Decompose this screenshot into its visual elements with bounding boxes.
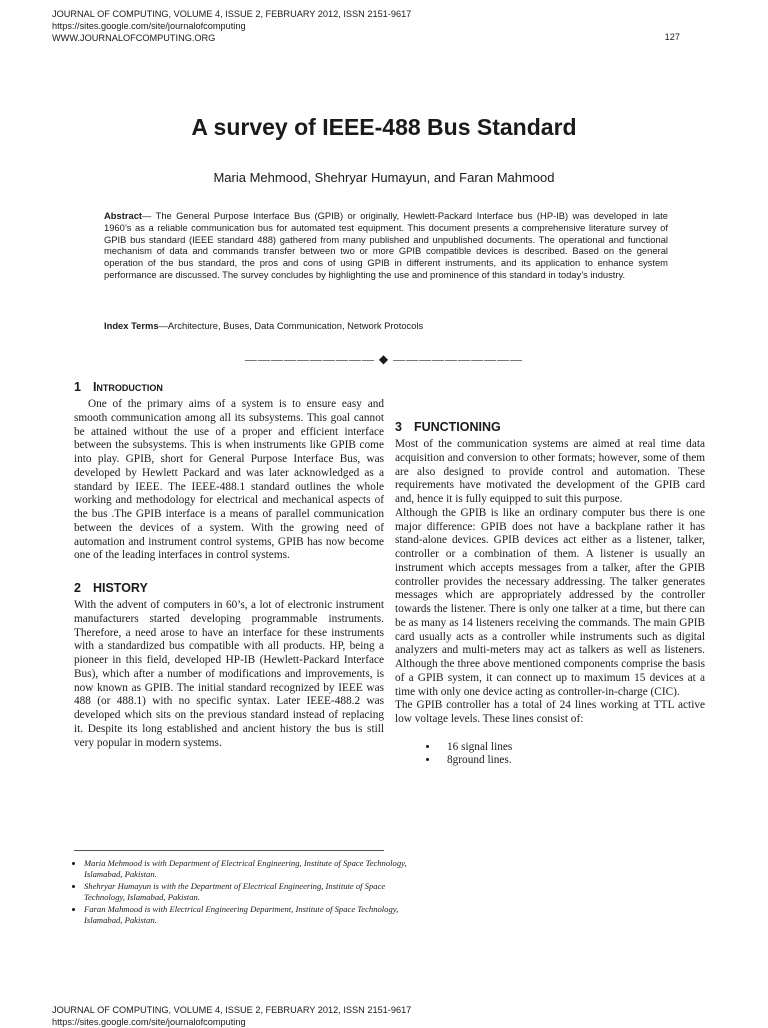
abstract (104, 210, 668, 281)
abstract-text: The General Purpose Interface Bus (GPIB) or originally, Hewlett-Packard Interface bus (HP-IB) was developed in late 1960’s as a reliable communication bus for automated test equipment. This document presents a comprehensive literature survey of GPIB bus standard (IEEE standard 488) gathered from many published and unpublished documents. The operational and functional mechanism of data and commands transfer between two or more GPIB compatible devices is described. Based on the general operation of the bus standard, the pros and cons of using GPIB in different instruments, and its application to enhance system performance are discussed. The survey concludes by highlighting the use and prominence of this standard in today’s industry. (104, 210, 668, 280)
journal-www[interactable]: WWW.JOURNALOFCOMPUTING.ORG (52, 33, 216, 43)
index-terms-text: —Architecture, Buses, Data Communication, Network Protocols (158, 320, 424, 331)
abstract-dash: — (142, 210, 152, 221)
running-header (52, 8, 652, 44)
list-item: • 16 signal lines (439, 741, 705, 755)
functioning-paragraph-3: The GPIB controller has a total of 24 lines working at TTL active low voltage levels. These lines consist of: (395, 699, 705, 725)
index-terms-label: Index Terms (104, 320, 159, 331)
paper-title: A survey of IEEE-488 Bus Standard (191, 114, 577, 140)
abstract-label: Abstract (104, 210, 143, 221)
functioning-paragraph-1: Most of the communication systems are aimed at real time data acquisition and conversion to other formats; however, some of them are also designed to provide control and automation. These requirements have motivated the development of the GPIB card and, hence it is fully equipped to suit this purpose. (395, 438, 705, 505)
bullet-list (395, 741, 705, 768)
section-title: FUNCTIONING (413, 420, 501, 434)
page-number: 127 (664, 32, 680, 42)
index-terms (104, 320, 668, 332)
section-heading (74, 581, 384, 595)
section-title: HISTORY (92, 581, 148, 595)
functioning-paragraph-2: Although the GPIB is like an ordinary computer bus there is one major difference: GPIB does not have a backplane rather it has stand-alone devices. GPIB devices act either as a listener, talker, controller or a combination of them. A listener is usually an instrument which accepts messages from a talker, after the GPIB controller provides the necessary addressing. The talker generates messages which are appropriately addressed by the controller towards the listener. There is only one talker at a time, but there can be as many as 14 listeners receiving the commands. The main GPIB card usually acts as a controller while instruments such as digital analyzers and multi-meters may act as talkers as well as listeners. Although the three above mentioned components comprise the basis of a GPIB system, it can connect up to maximum 15 devices at a time with only one device acting as controller-in-charge (CIC). (395, 506, 705, 698)
section-heading (395, 420, 705, 434)
intro-paragraph: One of the primary aims of a system is to ensure easy and smooth communication among all its subsystems. This goal cannot be attained without the use of a proper and efficient interface between the subsystems. This is when instruments like GPIB come into play. GPIB, short for General Purpose Interface Bus, was developed by Hewlett Packard and was later acknowledged as a standard by IEEE. The IEEE-488.1 standard outlines the whole working and methodology for electrical and mechanical aspects of the bus .The GPIB interface is a means of parallel communication between the devices of a system. With the growing need of automation and instrument control systems, GPIB has now become one of the leading interfaces in control systems. (74, 398, 384, 562)
footnotes (70, 858, 414, 927)
section-history (74, 581, 384, 750)
footnote: • Faran Mahmood is with Electrical Engineering Department, Institute of Space Technology, Islamabad, Pakistan. (84, 904, 414, 926)
journal-line: JOURNAL OF COMPUTING, VOLUME 4, ISSUE 2, FEBRUARY 2012, ISSN 2151-9617 (52, 9, 412, 19)
section-introduction (74, 380, 384, 563)
footnote-rule (74, 850, 384, 851)
list-item: • 8ground lines. (439, 754, 705, 768)
section-title: Introduction (92, 380, 163, 394)
author-list: Maria Mehmood, Shehryar Humayun, and Faran Mahmood (213, 170, 555, 185)
left-column (74, 380, 384, 750)
section-number: 1 (74, 380, 81, 394)
section-heading (74, 380, 384, 394)
history-paragraph: With the advent of computers in 60’s, a lot of electronic instrument manufacturers started developing programmable instruments. Therefore, a need arose to have an interface for these instruments with a standardized bus compatible with all products. HP, being a pioneer in this field, developed HP-IB (Hewlett-Packard Interface Bus), which after a number of modifications and improvements, is now known as GPIB. The initial standard recognized by IEEE was 488 (or 488.1) with no specific syntax. Later IEEE-488.2 was developed which sits on the previous standard instead of replacing it. Despite its long established and ancient history the bus is still very popular in modern systems. (74, 599, 384, 749)
running-footer (52, 1004, 652, 1028)
section-functioning (395, 420, 705, 768)
footnote: • Maria Mehmood is with Department of Electrical Engineering, Institute of Space Technology, Islamabad, Pakistan. (84, 858, 414, 880)
footnote: • Shehryar Humayun is with the Department of Electrical Engineering, Institute of Space Technology, Islamabad, Pakistan. (84, 881, 414, 903)
right-column (395, 420, 705, 768)
journal-url[interactable]: https://sites.google.com/site/journalofcomputing (52, 21, 246, 31)
section-number: 2 (74, 581, 81, 595)
section-number: 3 (395, 420, 402, 434)
section-divider: —————————— ◆ —————————— (244, 352, 524, 366)
footer-url[interactable]: https://sites.google.com/site/journalofcomputing (52, 1017, 246, 1027)
footer-journal-line: JOURNAL OF COMPUTING, VOLUME 4, ISSUE 2, FEBRUARY 2012, ISSN 2151-9617 (52, 1005, 412, 1015)
